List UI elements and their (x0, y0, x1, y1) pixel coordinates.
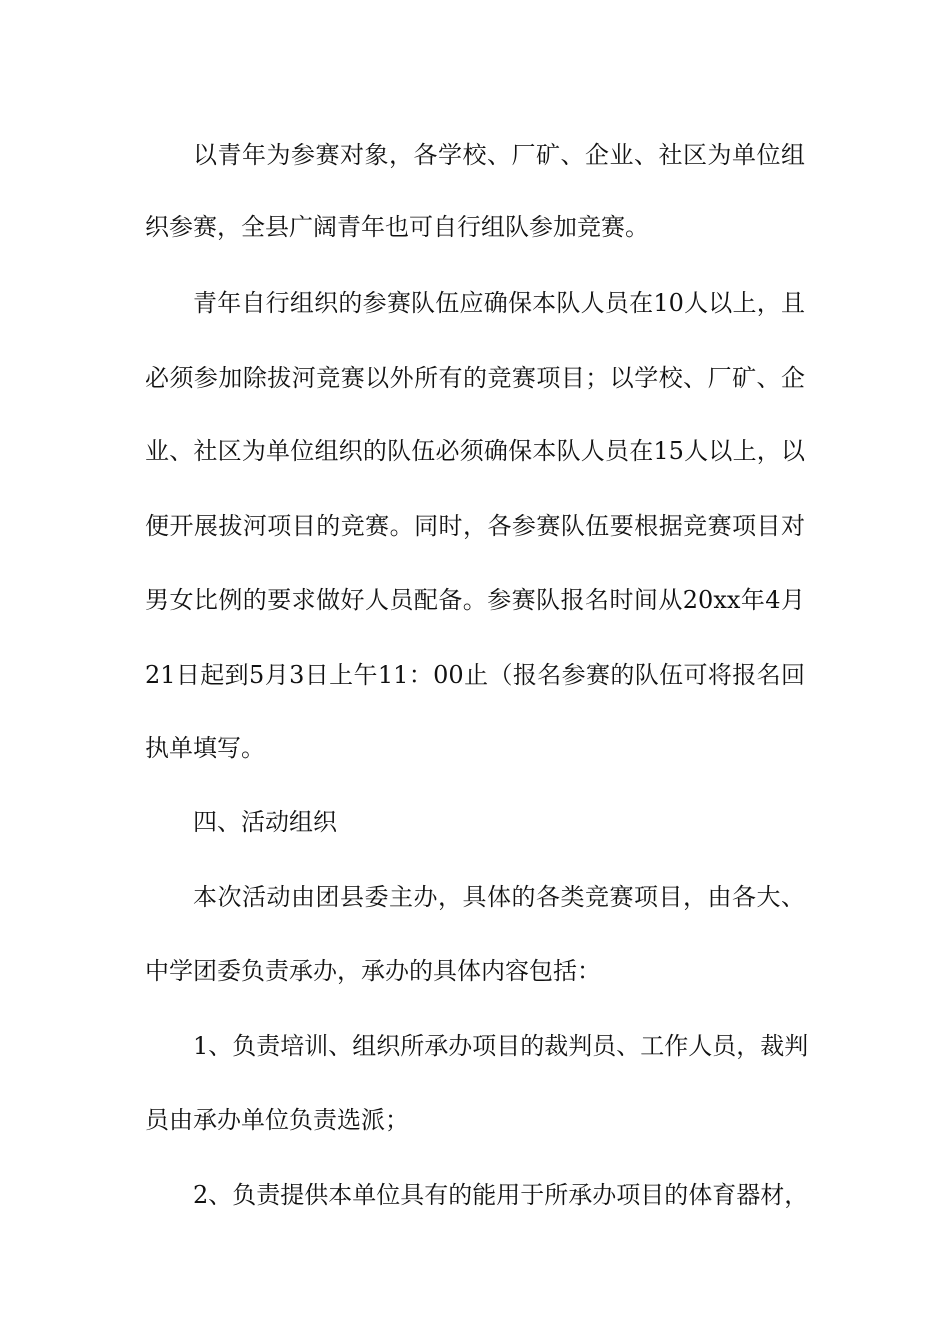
list-item-1-line-2: 员由承办单位负责选派； (145, 1106, 409, 1134)
paragraph-2-line-6: 21日起到5月3日上午11：00止（报名参赛的队伍可将报名回 (145, 661, 805, 689)
paragraph-3-line-1: 本次活动由团县委主办，具体的各类竞赛项目，由各大、 (193, 883, 805, 911)
paragraph-2-line-7: 执单填写。 (145, 734, 265, 762)
paragraph-2-line-3: 业、社区为单位组织的队伍必须确保本队人员在15人以上，以 (145, 437, 805, 465)
paragraph-3-line-2: 中学团委负责承办，承办的具体内容包括： (145, 957, 601, 985)
paragraph-2-line-5: 男女比例的要求做好人员配备。参赛队报名时间从20xx年4月 (145, 586, 805, 614)
list-item-1-line-1: 1、负责培训、组织所承办项目的裁判员、工作人员，裁判 (193, 1032, 809, 1060)
paragraph-2-line-2: 必须参加除拔河竞赛以外所有的竞赛项目；以学校、厂矿、企 (145, 364, 805, 392)
paragraph-1-line-1: 以青年为参赛对象，各学校、厂矿、企业、社区为单位组 (193, 141, 805, 169)
paragraph-1-line-2: 织参赛，全县广阔青年也可自行组队参加竞赛。 (145, 213, 649, 241)
section-heading-activity-organization: 四、活动组织 (193, 808, 337, 836)
paragraph-2-line-1: 青年自行组织的参赛队伍应确保本队人员在10人以上，且 (193, 289, 805, 317)
list-item-2-line-1: 2、负责提供本单位具有的能用于所承办项目的体育器材， (193, 1181, 809, 1209)
paragraph-2-line-4: 便开展拔河项目的竞赛。同时，各参赛队伍要根据竞赛项目对 (145, 512, 805, 540)
